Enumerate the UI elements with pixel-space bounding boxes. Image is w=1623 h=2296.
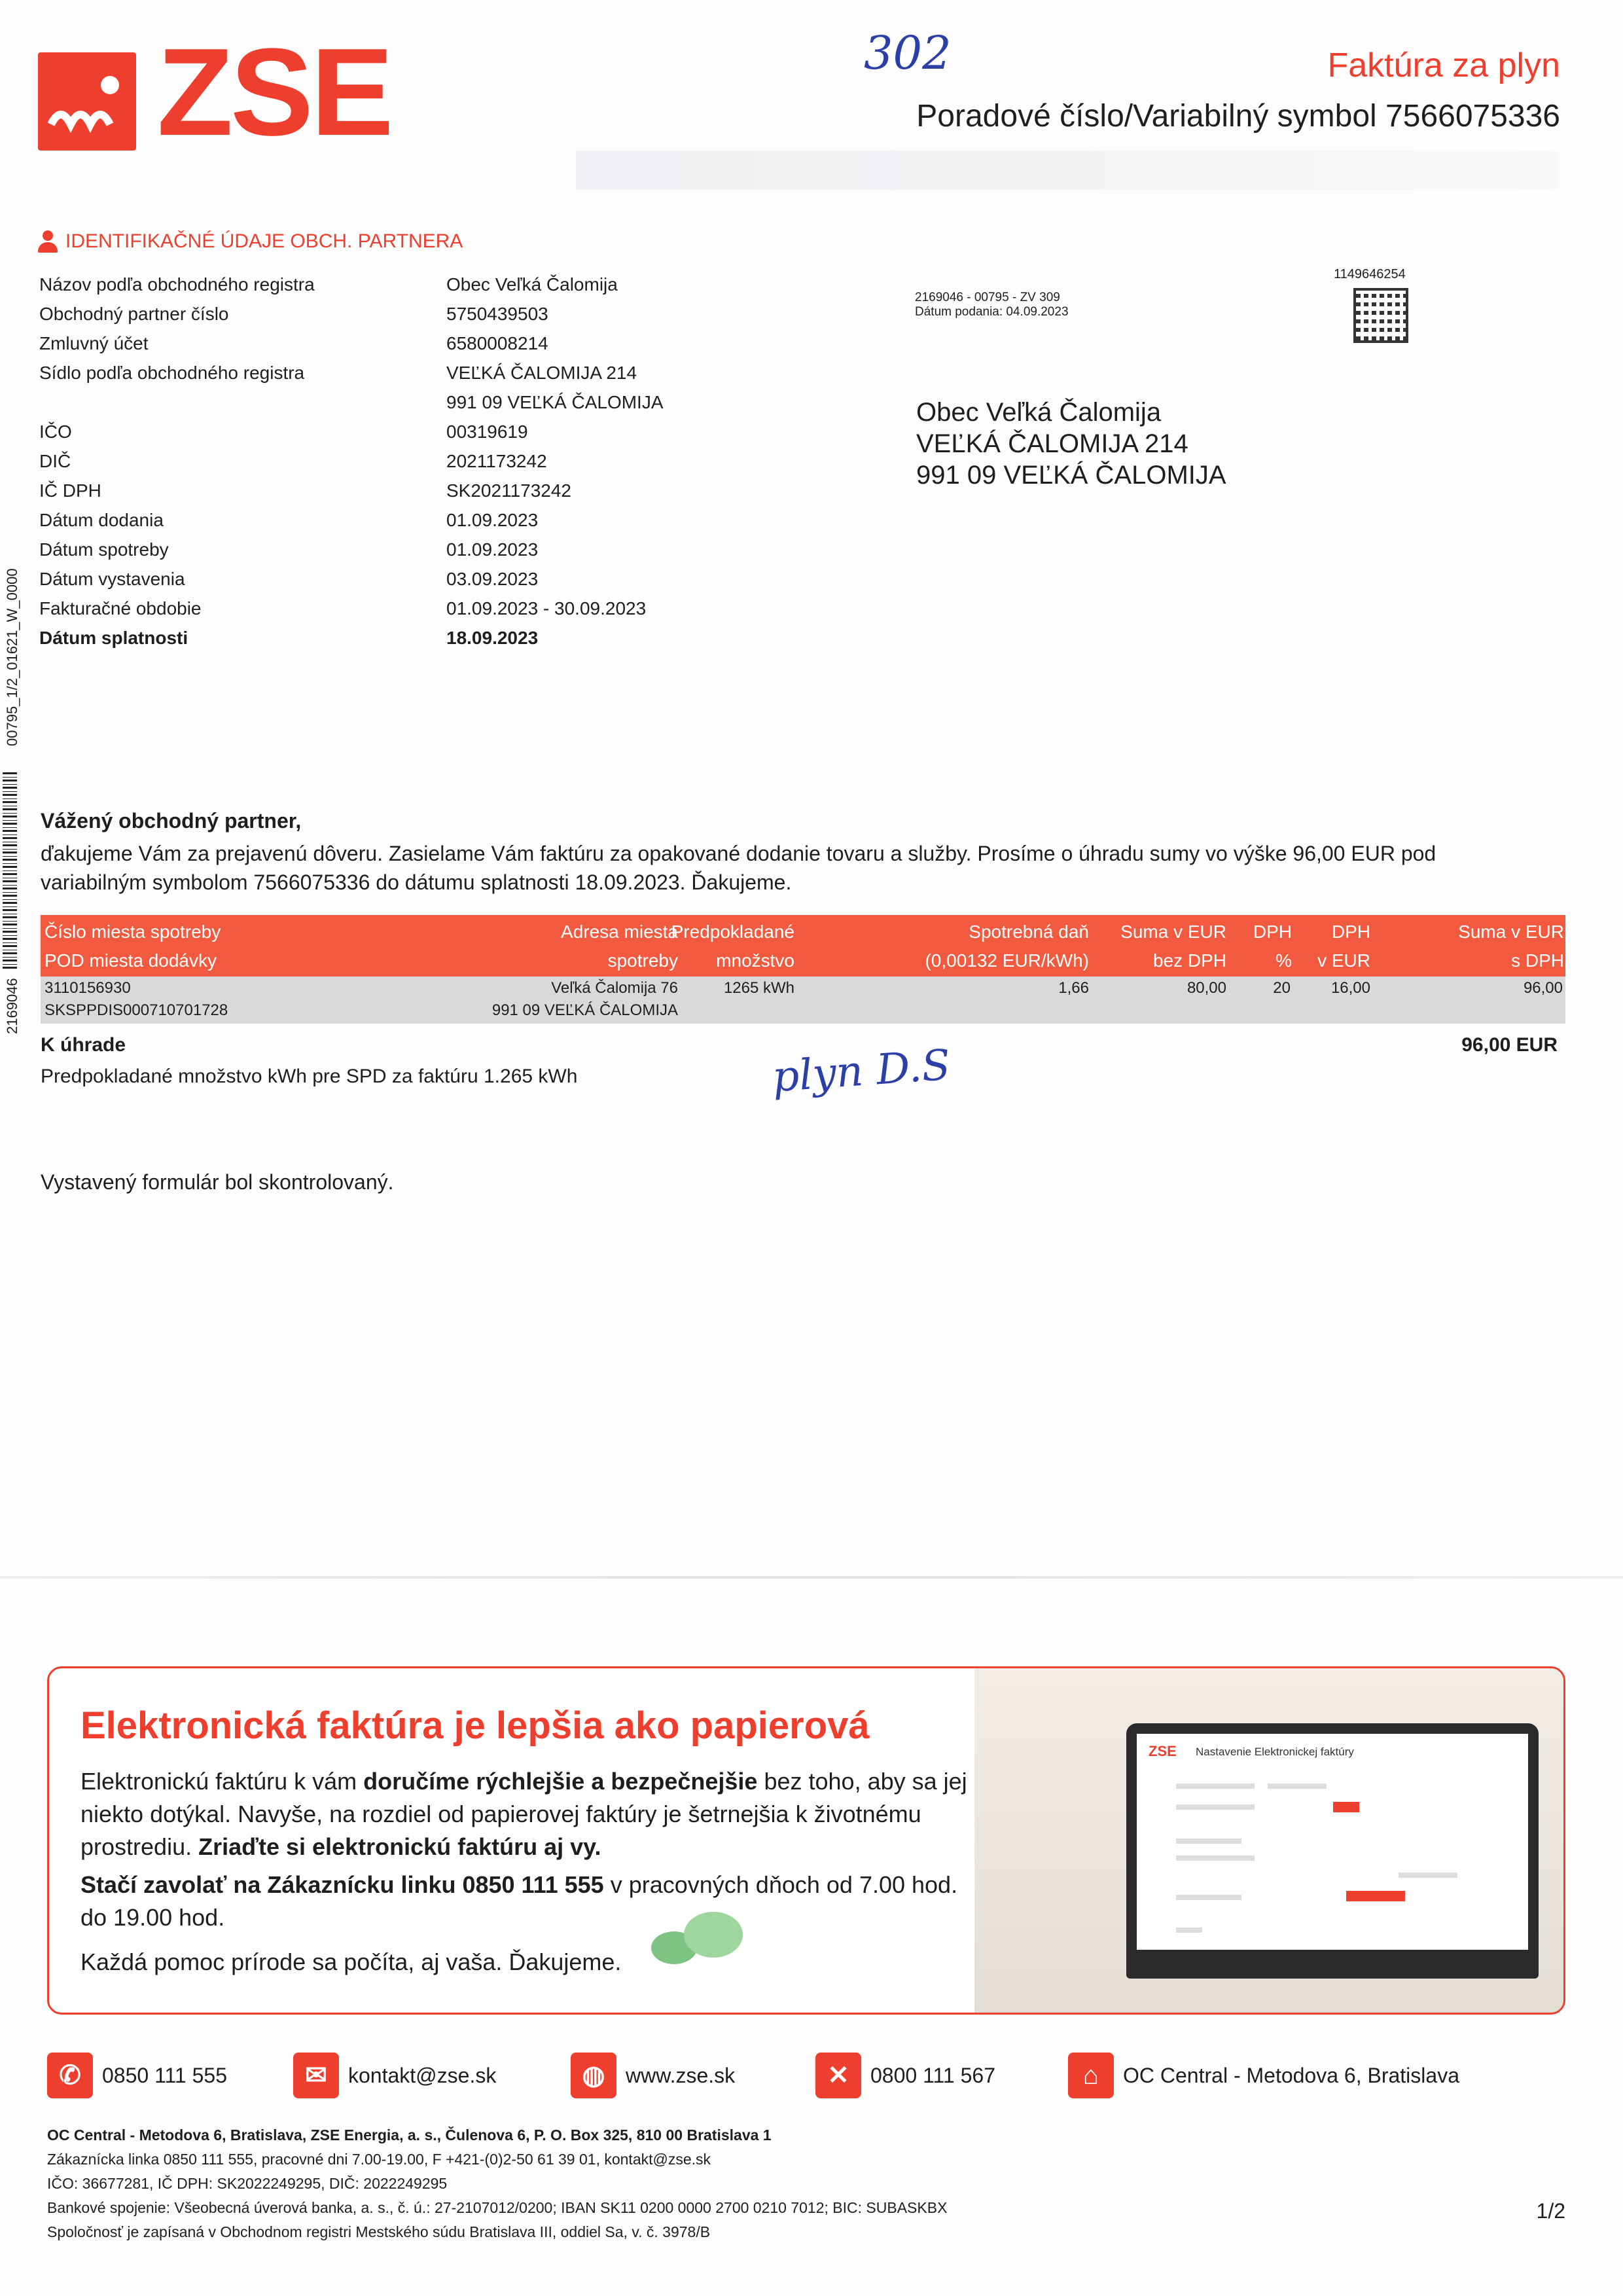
promo-paragraph-2 (80, 1869, 977, 1934)
promo-text: bez toho, aby sa jej niekto dotýkal. Navyše, na rozdiel od papierovej faktúry je šetrnejšia k životnému prostrediu. (80, 1768, 967, 1860)
mail-icon: ✉ (293, 2053, 339, 2098)
handwritten-signature: plyn D.S (770, 1041, 952, 1102)
cell-address-2: 991 09 VEĽKÁ ČALOMIJA (491, 1001, 678, 1019)
detail-value: Obec Veľká Čalomija (446, 274, 618, 295)
promo-paragraph-1 (80, 1765, 977, 1863)
cell-pod: SKSPPDIS000710701728 (45, 1001, 228, 1019)
qr-number: 1149646254 (1334, 267, 1406, 281)
contact-fault-line[interactable] (815, 2053, 995, 2098)
table-header (41, 915, 1565, 977)
recipient-street: VEĽKÁ ČALOMIJA 214 (916, 429, 1188, 458)
col-header: Spotrebná daň (969, 922, 1089, 942)
detail-value: SK2021173242 (446, 480, 571, 501)
zse-logo-text: ZSE (157, 23, 391, 162)
contact-text: 0800 111 567 (870, 2063, 995, 2087)
qr-code (1353, 288, 1408, 343)
invoice-title: Faktúra za plyn (1327, 46, 1560, 84)
detail-value: 01.09.2023 - 30.09.2023 (446, 598, 647, 619)
promo-text: Elektronickú faktúru k vám (80, 1768, 364, 1795)
stamp-line-2: Dátum podania: 04.09.2023 (915, 305, 1069, 319)
checked-note: Vystavený formulár bol skontrolovaný. (41, 1170, 394, 1194)
col-header: bez DPH (1152, 950, 1226, 971)
side-code-2: 2169046 (4, 978, 20, 1034)
detail-value: 18.09.2023 (446, 628, 539, 648)
promo-text-bold: doručíme rýchlejšie a bezpečnejšie (363, 1768, 758, 1795)
side-code: 00795_1/2_01621_W_0000 (4, 568, 20, 746)
tools-icon: ✕ (815, 2053, 861, 2098)
detail-label: Dátum vystavenia (39, 569, 185, 589)
e-invoice-promo (47, 1666, 1565, 2015)
table-row (41, 977, 1565, 1024)
contact-text: 0850 111 555 (102, 2063, 227, 2087)
screen-brand: ZSE (1149, 1743, 1177, 1759)
footer-line: Spoločnosť je zapísaná v Obchodnom registri Mestského súdu Bratislava III, oddiel Sa, v. č. 3978/B (47, 2223, 711, 2240)
detail-value: 00319619 (446, 422, 528, 442)
cell-spot-no: 3110156930 (45, 979, 131, 997)
side-barcode (3, 772, 17, 969)
detail-row-due-date (39, 623, 694, 653)
col-header: spotreby (607, 950, 678, 971)
person-icon (38, 230, 58, 253)
address-line-2: 991 09 VEĽKÁ ČALOMIJA (446, 392, 664, 412)
contact-text: OC Central - Metodova 6, Bratislava (1123, 2063, 1459, 2087)
laptop-screen (1137, 1734, 1528, 1950)
col-header: % (1275, 950, 1292, 971)
detail-value: 6580008214 (446, 333, 548, 353)
footer-line: IČO: 36677281, IČ DPH: SK2022249295, DIČ: 2022249295 (47, 2175, 448, 2192)
tree-icon (651, 1912, 756, 1977)
partner-section-label: IDENTIFIKAČNÉ ÚDAJE OBCH. PARTNERA (65, 230, 463, 252)
detail-label: Dátum dodania (39, 510, 164, 530)
contact-bar (47, 2053, 1565, 2105)
col-header: DPH (1331, 922, 1370, 942)
detail-value: 2021173242 (446, 451, 547, 471)
company-footer (47, 2123, 947, 2244)
detail-label: Dátum spotreby (39, 539, 169, 560)
show-through-band (576, 151, 1558, 190)
cell-vat-pct: 20 (1273, 979, 1291, 997)
cell-excise: 1,66 (1058, 979, 1089, 997)
total-label: K úhrade (41, 1034, 126, 1056)
greeting: Vážený obchodný partner, (41, 809, 302, 833)
promo-paragraph-3: Každá pomoc prírode sa počíta, aj vaša. Ďakujeme. (80, 1948, 622, 1975)
recipient-city: 991 09 VEĽKÁ ČALOMIJA (916, 461, 1226, 490)
cell-vat-eur: 16,00 (1330, 979, 1370, 997)
detail-label: Sídlo podľa obchodného registra (39, 363, 305, 383)
detail-label: IČ DPH (39, 480, 101, 501)
screen-title: Nastavenie Elektronickej faktúry (1196, 1746, 1354, 1758)
promo-text: v pracovných dňoch od 7.00 hod. do 19.00 hod. (80, 1871, 958, 1931)
page-number: 1/2 (1536, 2199, 1565, 2223)
handwritten-number: 302 (864, 26, 952, 80)
phone-icon: ✆ (47, 2053, 93, 2098)
col-header: Číslo miesta spotreby (45, 922, 221, 942)
cell-net: 80,00 (1186, 979, 1226, 997)
globe-icon: ◍ (571, 2053, 616, 2098)
fold-shadow (0, 1576, 1623, 1579)
detail-row (39, 446, 694, 476)
zse-logo-mark (38, 52, 136, 151)
recipient-address (916, 397, 1226, 491)
address-line-1: VEĽKÁ ČALOMIJA 214 (446, 363, 637, 383)
detail-row (39, 594, 694, 623)
detail-value: 5750439503 (446, 304, 548, 324)
consumption-table (41, 915, 1565, 1024)
detail-label: IČO (39, 422, 72, 442)
footer-line: OC Central - Metodova 6, Bratislava, ZSE Energia, a. s., Čulenova 6, P. O. Box 325, 810 00 Bratislava 1 (47, 2126, 772, 2144)
partner-details (39, 270, 694, 653)
detail-row (39, 270, 694, 299)
col-header: Predpokladané (671, 922, 794, 942)
detail-row (39, 417, 694, 446)
col-header: Suma v EUR (1120, 922, 1226, 942)
detail-label: DIČ (39, 451, 71, 471)
detail-label: Názov podľa obchodného registra (39, 274, 315, 295)
variable-symbol: Poradové číslo/Variabilný symbol 7566075336 (916, 99, 1560, 134)
contact-web[interactable] (571, 2053, 735, 2098)
contact-office (1068, 2053, 1459, 2098)
contact-phone[interactable] (47, 2053, 227, 2098)
detail-label: Zmluvný účet (39, 333, 149, 353)
contact-text: kontakt@zse.sk (348, 2063, 497, 2087)
col-header: (0,00132 EUR/kWh) (925, 950, 1089, 971)
detail-row (39, 505, 694, 535)
col-header: DPH (1253, 922, 1292, 942)
detail-value: 01.09.2023 (446, 539, 539, 560)
stamp-line-1: 2169046 - 00795 - ZV 309 (915, 291, 1060, 304)
detail-label: Obchodný partner číslo (39, 304, 229, 324)
detail-label: Fakturačné obdobie (39, 598, 202, 619)
partner-section-title (38, 230, 463, 253)
col-header: s DPH (1511, 950, 1564, 971)
detail-row (39, 299, 694, 329)
detail-row (39, 476, 694, 505)
footer-line: Bankové spojenie: Všeobecná úverová banka, a. s., č. ú.: 27-2107012/0200; IBAN SK11 0200 0000 2700 0210 7012; BIC: SUBASKBX (47, 2199, 948, 2216)
col-header: množstvo (716, 950, 794, 971)
detail-row (39, 564, 694, 594)
footer-line: Zákaznícka linka 0850 111 555, pracovné dni 7.00-19.00, F +421-(0)2-50 61 39 01, kontakt@zse.sk (47, 2151, 711, 2168)
detail-row (39, 358, 694, 417)
filing-stamp (915, 291, 1069, 319)
contact-text: www.zse.sk (626, 2063, 736, 2087)
promo-text-bold: Zriaďte si elektronickú faktúru aj vy. (198, 1833, 601, 1860)
cell-quantity: 1265 kWh (723, 979, 794, 997)
home-icon: ⌂ (1068, 2053, 1114, 2098)
cell-address-1: Veľká Čalomija 76 (551, 979, 678, 997)
promo-text-bold: Stačí zavolať na Zákaznícku linku 0850 111 555 (80, 1871, 604, 1898)
promo-title: Elektronická faktúra je lepšia ako papierová (80, 1704, 870, 1747)
detail-label: Dátum splatnosti (39, 628, 188, 648)
col-header: v EUR (1317, 950, 1370, 971)
detail-value (446, 358, 664, 417)
detail-value: 03.09.2023 (446, 569, 539, 589)
detail-row (39, 329, 694, 358)
col-header: POD miesta dodávky (45, 950, 217, 971)
col-header: Suma v EUR (1458, 922, 1564, 942)
detail-value: 01.09.2023 (446, 510, 539, 530)
total-value: 96,00 EUR (1461, 1034, 1558, 1056)
letter-body: ďakujeme Vám za prejavenú dôveru. Zasielame Vám faktúru za opakované dodanie tovaru a služby. Prosíme o úhradu sumy vo výške 96,00 EUR pod variabilným symbolom 7566075336 do dátumu splatnosti 18.09.2023. Ďakujeme. (41, 842, 1436, 894)
laptop-illustration (1126, 1723, 1539, 1979)
predicted-note: Predpokladané množstvo kWh pre SPD za faktúru 1.265 kWh (41, 1066, 578, 1087)
contact-email[interactable] (293, 2053, 496, 2098)
recipient-name: Obec Veľká Čalomija (916, 398, 1162, 427)
cell-gross: 96,00 (1523, 979, 1563, 997)
col-header: Adresa miesta (561, 922, 678, 942)
detail-row (39, 535, 694, 564)
